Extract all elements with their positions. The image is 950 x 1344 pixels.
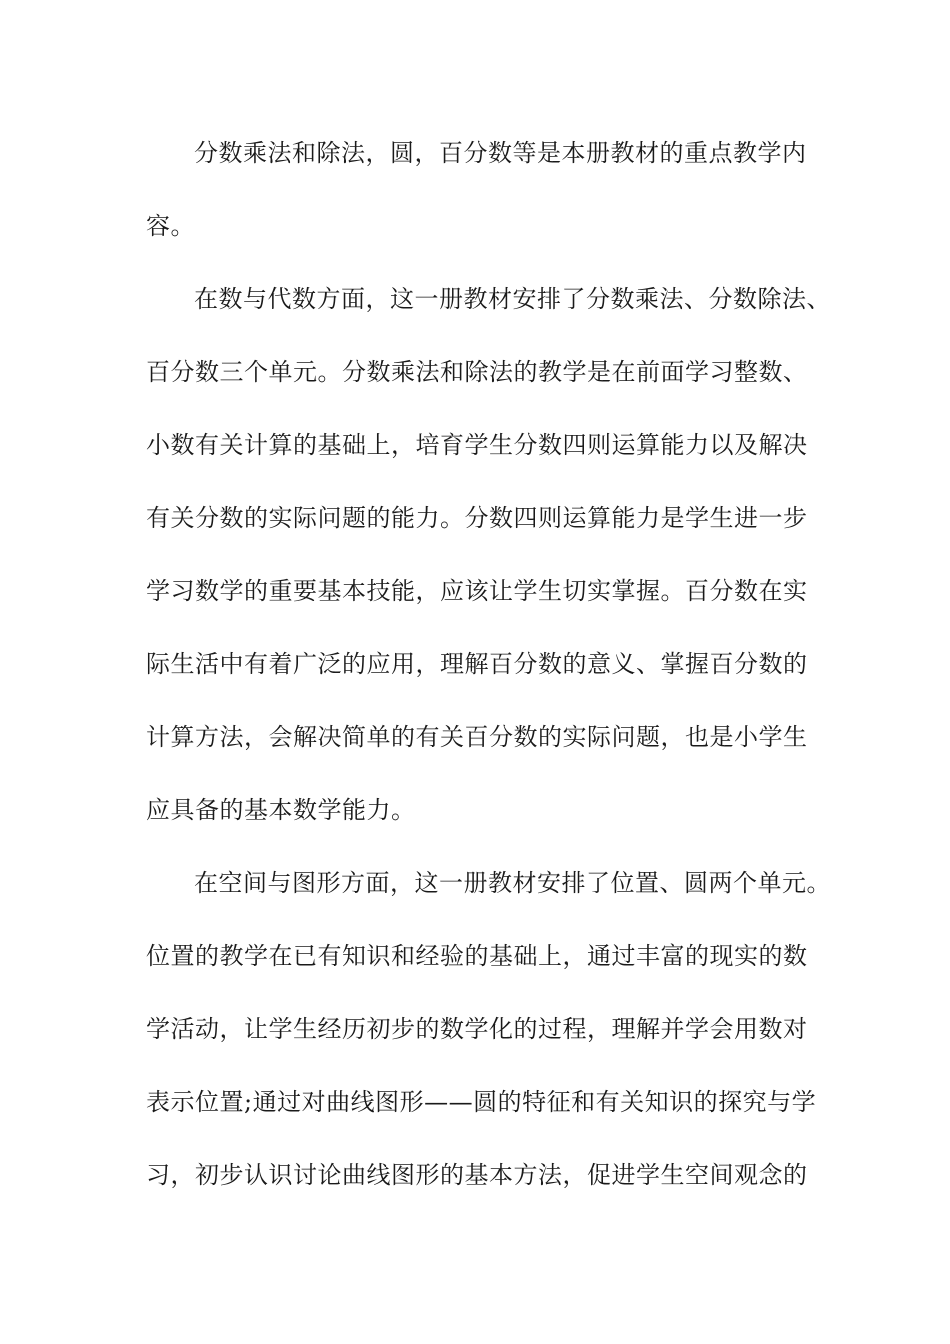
paragraph-2-line-8: 应具备的基本数学能力。 [146, 796, 416, 824]
paragraph-2-line-6: 际生活中有着广泛的应用，理解百分数的意义、掌握百分数的 [146, 650, 808, 678]
paragraph-3-line-2: 位置的教学在已有知识和经验的基础上，通过丰富的现实的数 [146, 942, 808, 970]
paragraph-3-line-3: 学活动，让学生经历初步的数学化的过程，理解并学会用数对 [146, 1015, 808, 1043]
paragraph-2-line-7: 计算方法，会解决简单的有关百分数的实际问题，也是小学生 [146, 723, 808, 751]
paragraph-2-line-4: 有关分数的实际问题的能力。分数四则运算能力是学生进一步 [146, 504, 808, 532]
paragraph-3-line-5: 习，初步认识讨论曲线图形的基本方法，促进学生空间观念的 [146, 1161, 808, 1189]
paragraph-3-line-4: 表示位置;通过对曲线图形——圆的特征和有关知识的探究与学 [146, 1088, 817, 1116]
paragraph-2-line-1: 在数与代数方面，这一册教材安排了分数乘法、分数除法、 [194, 285, 831, 313]
paragraph-2-line-2: 百分数三个单元。分数乘法和除法的教学是在前面学习整数、 [146, 358, 808, 386]
paragraph-1-line-2: 容。 [146, 212, 195, 240]
paragraph-2-line-5: 学习数学的重要基本技能，应该让学生切实掌握。百分数在实 [146, 577, 808, 605]
paragraph-1-line-1: 分数乘法和除法，圆，百分数等是本册教材的重点教学内 [194, 139, 807, 167]
paragraph-3-line-1: 在空间与图形方面，这一册教材安排了位置、圆两个单元。 [194, 869, 831, 897]
paragraph-2-line-3: 小数有关计算的基础上，培育学生分数四则运算能力以及解决 [146, 431, 808, 459]
